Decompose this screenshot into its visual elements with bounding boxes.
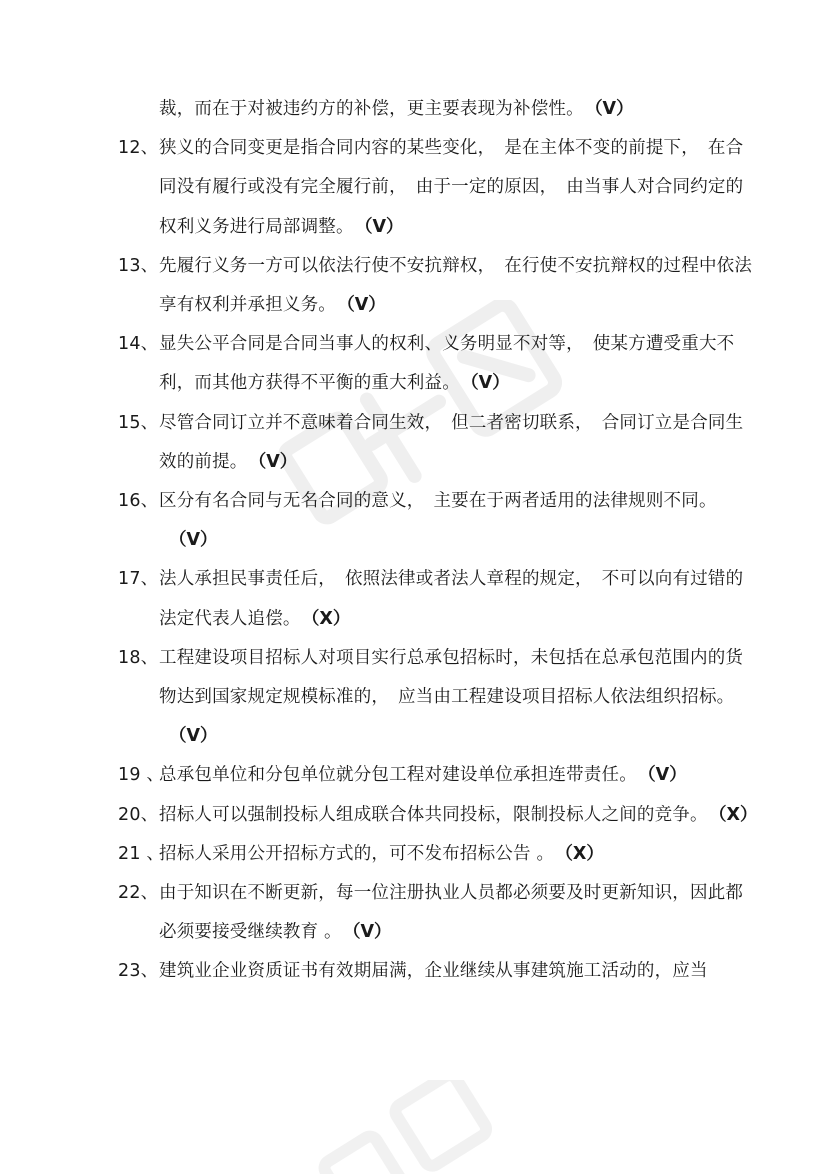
item-answer: （V） bbox=[257, 451, 298, 472]
item-answer: （X） bbox=[564, 843, 604, 864]
item-answer: （V） bbox=[593, 99, 634, 119]
list-item bbox=[118, 639, 758, 757]
item-answer: （V） bbox=[363, 216, 404, 237]
item-number: 14、 bbox=[118, 334, 159, 355]
list-item bbox=[118, 482, 758, 560]
item-text: 招标人可以强制投标人组成联合体共同投标，限制投标人之间的竞争。 bbox=[159, 804, 708, 825]
list-item bbox=[118, 952, 758, 991]
item-text: 工程建设项目招标人对项目实行总承包招标时，未包括在总承包范围内的货物达到国家规定规模标准的， 应当由工程建设项目招标人依法组织招标。 bbox=[159, 647, 744, 708]
item-text: 尽管合同订立并不意味着合同生效， 但二者密切联系， 合同订立是合同生效的前提。 bbox=[159, 412, 744, 472]
list-item bbox=[118, 874, 758, 952]
item-text: 显失公平合同是合同当事人的权利、义务明显不对等， 使某方遭受重大不利，而其他方获得不平衡的重大利益。 bbox=[159, 334, 735, 394]
item-answer: （V） bbox=[351, 922, 392, 943]
list-item bbox=[118, 247, 758, 325]
item-text: 招标人采用公开招标方式的，可不发布招标公告 。 bbox=[159, 843, 555, 864]
item-answer: （V） bbox=[169, 530, 218, 551]
item-number: 23、 bbox=[118, 961, 159, 982]
item-number: 13、 bbox=[118, 255, 159, 276]
watermark-graphic-bottom bbox=[300, 1080, 500, 1174]
item-answer: （X） bbox=[310, 608, 351, 629]
list-item bbox=[118, 404, 758, 482]
item-answer: （V） bbox=[169, 726, 218, 747]
item-text: 总承包单位和分包单位就分包工程对建设单位承担连带责任。 bbox=[159, 765, 637, 786]
list-item bbox=[118, 129, 758, 247]
item-text: 狭义的合同变更是指合同内容的某些变化， 是在主体不变的前提下， 在合同没有履行或没有完全履行前， 由于一定的原因， 由当事人对合同约定的权利义务进行局部调整。 bbox=[159, 138, 744, 237]
list-item bbox=[118, 796, 758, 835]
list-item bbox=[118, 90, 758, 129]
item-text: 先履行义务一方可以依法行使不安抗辩权， 在行使不安抗辩权的过程中依法享有权利并承担义务。 bbox=[159, 255, 753, 316]
item-number: 21 、 bbox=[118, 843, 165, 864]
item-number: 16、 bbox=[118, 491, 159, 512]
item-answer: （X） bbox=[717, 804, 758, 825]
item-text: 法人承担民事责任后， 依照法律或者法人章程的规定， 不可以向有过错的法定代表人追偿。 bbox=[159, 569, 744, 629]
list-item bbox=[118, 325, 758, 403]
item-text: 裁，而在于对被违约方的补偿，更主要表现为补偿性。 bbox=[159, 99, 584, 119]
item-number: 22、 bbox=[118, 883, 159, 904]
list-item bbox=[118, 560, 758, 638]
item-text: 由于知识在不断更新，每一位注册执业人员都必须要及时更新知识，因此都必须要接受继续教育 。 bbox=[159, 883, 744, 943]
question-list bbox=[118, 90, 758, 992]
item-answer: （V） bbox=[469, 373, 510, 394]
list-item bbox=[118, 835, 758, 874]
item-answer: （V） bbox=[346, 295, 386, 316]
item-number: 18、 bbox=[118, 647, 159, 668]
item-text: 区分有名合同与无名合同的意义， 主要在于两者适用的法律规则不同。 bbox=[159, 491, 717, 512]
list-item bbox=[118, 756, 758, 795]
item-text: 建筑业企业资质证书有效期届满，企业继续从事建筑施工活动的，应当 bbox=[159, 961, 708, 982]
item-number: 17、 bbox=[118, 569, 159, 590]
item-answer: （V） bbox=[646, 765, 687, 786]
item-number: 20、 bbox=[118, 804, 159, 825]
item-number: 19 、 bbox=[118, 765, 165, 786]
item-number: 15、 bbox=[118, 412, 159, 433]
item-number: 12、 bbox=[118, 138, 159, 159]
